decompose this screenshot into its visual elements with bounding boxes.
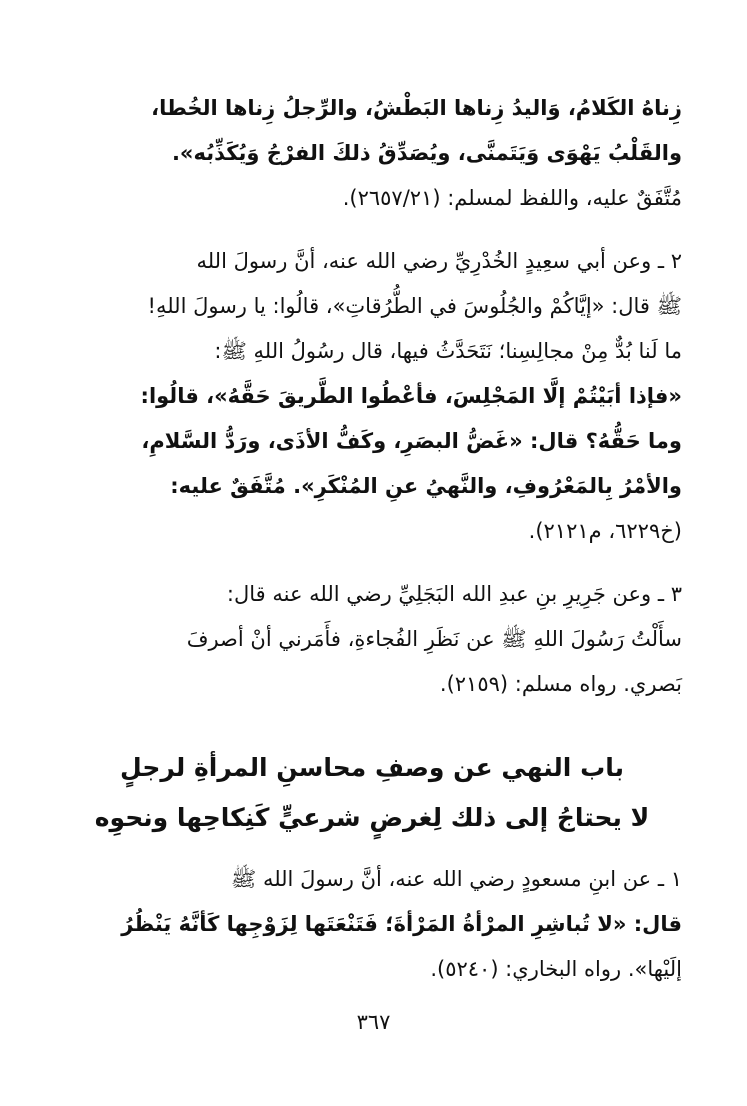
spacer — [62, 554, 682, 572]
spacer — [62, 221, 682, 239]
hadith-2-line-6: والأمْرُ بِالمَعْرُوفِ، والنَّهيُ عنِ المُنْكَرِ». مُتَّفَقٌ عليه: — [170, 474, 682, 498]
hadith-3-line-1: ٣ ـ وعن جَرِيرِ بنِ عبدِ الله البَجَلِيِّ رضي الله عنه قال: — [226, 582, 682, 606]
top-paragraph-line-3: مُتَّفَقٌ عليه، واللفظ لمسلم: (٢٦٥٧/٢١). — [342, 186, 682, 210]
chapter-hadith-1-line-2: قال: «لا تُباشِرِ المرْأةُ المَرْأةَ؛ فَتَنْعَتَها لِزَوْجِها كَأنَّهُ يَنْظُرُ — [121, 912, 682, 936]
hadith-2-line-1: ٢ ـ وعن أبي سعِيدٍ الخُدْرِيِّ رضي الله عنه، أنَّ رسولَ الله — [196, 249, 682, 273]
page-body — [62, 86, 682, 992]
hadith-3-line-3: بَصري. رواه مسلم: (٢١٥٩). — [439, 672, 682, 696]
chapter-hadith-1-line-1: ١ ـ عن ابنِ مسعودٍ رضي الله عنه، أنَّ رسولَ الله ﷺ — [230, 867, 682, 891]
hadith-2-line-7: (خ٦٢٢٩، م٢١٢١). — [528, 519, 682, 543]
hadith-3-line-2: سأَلْتُ رَسُولَ اللهِ ﷺ عن نَظَرِ الفُجاءةِ، فأَمَرني أنْ أصرفَ — [186, 627, 682, 651]
top-paragraph-line-1: زِناهُ الكَلامُ، وَاليدُ زِناها البَطْشُ، والرِّجلُ زِناها الخُطا، — [151, 96, 682, 120]
hadith-2-line-2: ﷺ قال: «إيَّاكُمْ والجُلُوسَ في الطُّرُقاتِ»، قالُوا: يا رسولَ اللهِ! — [147, 294, 682, 318]
hadith-2 — [62, 239, 682, 554]
chapter-heading — [62, 743, 682, 843]
top-paragraph-line-2: والقَلْبُ يَهْوَى وَيَتَمنَّى، ويُصَدِّقُ ذلكَ الفرْجُ وَيُكَذِّبُه». — [171, 141, 682, 165]
hadith-3 — [62, 572, 682, 707]
hadith-2-line-5: وما حَقُّهُ؟ قال: «غَضُّ البصَرِ، وكَفُّ الأذَى، ورَدُّ السَّلامِ، — [141, 429, 682, 453]
hadith-2-line-4: «فإذا أبَيْتُمْ إلَّا المَجْلِسَ، فأعْطُوا الطَّريقَ حَقَّهُ»، قالُوا: — [140, 384, 682, 408]
hadith-2-line-3: ما لَنا بُدٌّ مِنْ مجالِسِنا؛ نَتَحَدَّثُ فيها، قال رسُولُ اللهِ ﷺ: — [214, 339, 682, 363]
chapter-hadith-1 — [62, 857, 682, 992]
page-number: ٣٦٧ — [356, 1010, 391, 1034]
top-paragraph — [62, 86, 682, 221]
chapter-heading-line-1: باب النهي عن وصفِ محاسنِ المرأةِ لرجلٍ — [120, 753, 624, 782]
chapter-heading-line-2: لا يحتاجُ إلى ذلك لِغرضٍ شرعيٍّ كَنِكاحِها ونحوِه — [94, 803, 650, 832]
chapter-hadith-1-line-3: إلَيْها». رواه البخاري: (٥٢٤٠). — [430, 957, 682, 981]
